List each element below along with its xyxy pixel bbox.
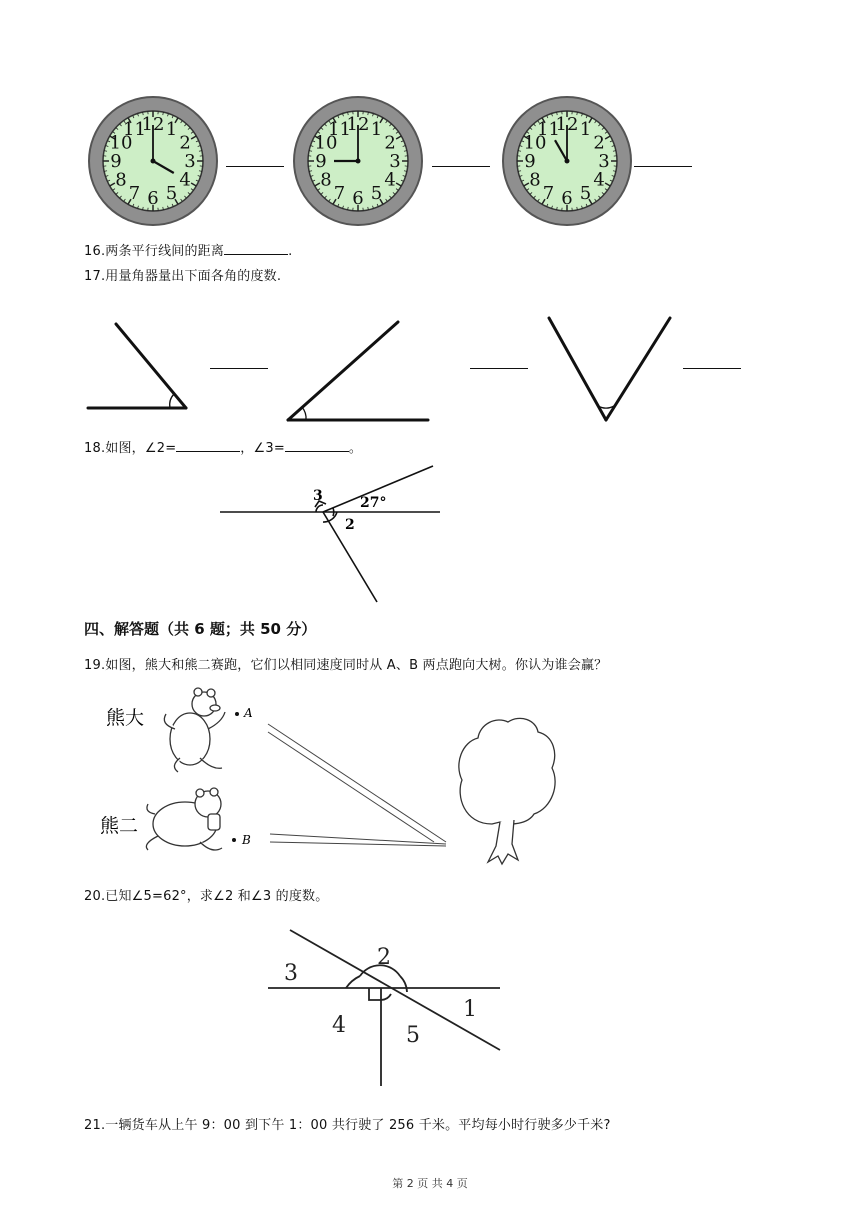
clock-2-number: 6 [352, 188, 364, 209]
clock-2-number: 10 [314, 132, 338, 154]
clock-1-number: 4 [179, 169, 191, 191]
intersecting-lines-figure [215, 460, 445, 608]
clock-1-number: 5 [165, 183, 178, 205]
bears-race-figure [100, 684, 560, 870]
clock-3-number: 1 [579, 118, 592, 140]
clock-2-number: 1 [370, 118, 383, 140]
point-a-label: A [244, 706, 253, 720]
label-angle-2: 2 [345, 517, 355, 533]
angles-1-to-5-figure [260, 918, 510, 1090]
question-21: 21.一辆货车从上午 9：00 到下午 1：00 共行驶了 256 千米。平均每小时行驶多少千米? [84, 1118, 611, 1133]
clock-3-number: 2 [593, 132, 605, 154]
clock-1-number: 3 [184, 151, 196, 172]
clock-3-number: 10 [523, 132, 547, 154]
bear-2-icon [146, 788, 222, 850]
clock-3-answer-blank[interactable] [634, 166, 692, 167]
angle-2-blank[interactable] [176, 439, 240, 452]
clock-3-number: 12 [555, 114, 579, 135]
clock-1-number: 1 [165, 118, 178, 140]
clock-1-number: 8 [115, 169, 127, 191]
clock-1-answer-blank[interactable] [226, 166, 284, 167]
question-18-prefix: 18.如图，∠2= [84, 441, 177, 456]
label-3: 3 [284, 961, 298, 986]
bear-1-label: 熊大 [106, 707, 145, 729]
question-19: 19.如图，熊大和熊二赛跑，它们以相同速度同时从 A、B 两点跑向大树。你认为谁会赢？ [84, 658, 608, 673]
clock-2-number: 8 [320, 169, 332, 191]
angle-1-answer-blank[interactable] [210, 368, 268, 369]
clock-3-number: 7 [542, 183, 555, 205]
question-18-middle: ，∠3= [240, 441, 285, 456]
clock-3-number: 9 [524, 151, 536, 172]
clock-1-number: 11 [123, 118, 146, 140]
question-17: 17.用量角器量出下面各角的度数. [84, 269, 282, 284]
clock-2-number: 2 [384, 132, 396, 154]
angle-3-answer-blank[interactable] [683, 368, 741, 369]
clock-1-number: 2 [179, 132, 191, 154]
bear-2-label: 熊二 [100, 815, 139, 837]
page-footer: 第 2 页 共 4 页 [392, 1177, 468, 1190]
clock-2-number: 9 [315, 151, 327, 172]
clock-3-number: 11 [537, 118, 560, 140]
clock-3-number: 8 [529, 169, 541, 191]
clock-1-number: 9 [110, 151, 122, 172]
clock-3-number: 6 [561, 188, 573, 209]
label-1: 1 [463, 997, 477, 1022]
bear-1-icon [164, 688, 225, 772]
clock-1-number: 6 [147, 188, 159, 209]
clock-3-number: 5 [579, 183, 592, 205]
clock-3 [500, 94, 634, 228]
clock-2 [291, 94, 425, 228]
clock-3-number: 4 [593, 169, 605, 191]
label-angle-3: 3 [313, 488, 323, 504]
question-16 [84, 240, 292, 259]
clock-2-number: 5 [370, 183, 383, 205]
angle-2-answer-blank[interactable] [470, 368, 528, 369]
label-2: 2 [377, 945, 391, 970]
clock-1-number: 7 [128, 183, 141, 205]
clock-1 [86, 94, 220, 228]
section-4-title: 四、解答题（共 6 题；共 50 分） [84, 620, 317, 638]
clock-1-number: 12 [141, 114, 165, 135]
clock-3-number: 3 [598, 151, 610, 172]
clock-2-number: 3 [389, 151, 401, 172]
question-18 [84, 437, 362, 456]
question-18-suffix: 。 [348, 441, 363, 456]
point-b-label: B [242, 833, 251, 847]
question-16-blank[interactable] [224, 242, 288, 255]
label-4: 4 [332, 1013, 346, 1038]
question-20: 20.已知∠5=62°，求∠2 和∠3 的度数。 [84, 889, 329, 904]
label-27-degrees: 27° [360, 495, 387, 511]
tree-icon [459, 718, 555, 864]
angle-figures [80, 308, 760, 428]
clock-2-number: 11 [328, 118, 351, 140]
label-5: 5 [406, 1023, 420, 1048]
question-16-tail: . [288, 244, 293, 259]
question-16-text: 16.两条平行线间的距离 [84, 244, 225, 259]
clock-1-number: 10 [109, 132, 133, 154]
clock-2-answer-blank[interactable] [432, 166, 490, 167]
clock-2-number: 7 [333, 183, 346, 205]
clock-2-number: 4 [384, 169, 396, 191]
angle-3-blank[interactable] [285, 439, 349, 452]
clock-2-number: 12 [346, 114, 370, 135]
